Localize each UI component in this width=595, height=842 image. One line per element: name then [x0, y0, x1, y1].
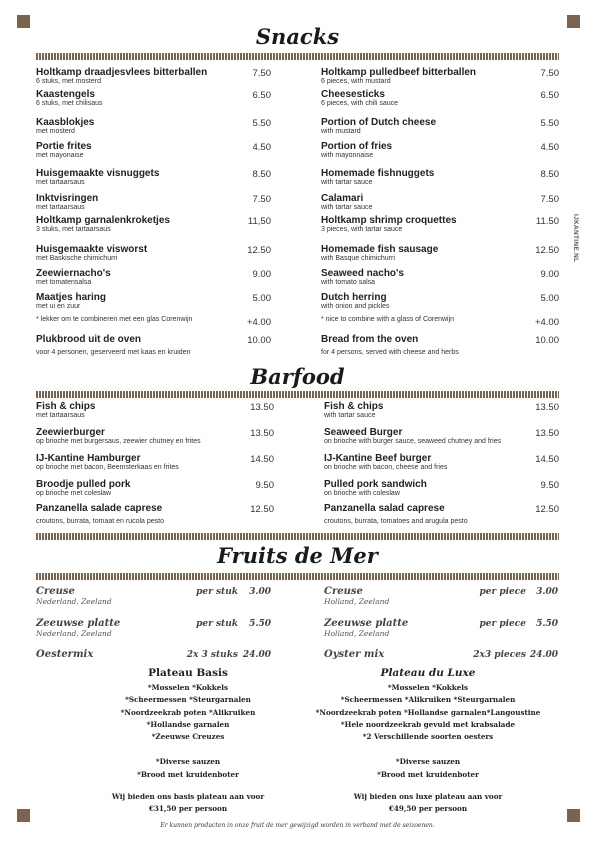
item-description: op brioche met coleslaw	[36, 490, 112, 497]
item-name: Huisgemaakte visnuggets	[36, 168, 160, 179]
item-name: Broodje pulled pork	[36, 479, 131, 490]
item-description: 6 stuks, met mosterd	[36, 78, 101, 85]
item-price: +4.00	[246, 317, 271, 328]
item-price: 5.00	[252, 293, 271, 304]
oyster-origin: Holland, Zeeland	[324, 629, 390, 638]
item-description: with onion and pickles	[321, 303, 390, 310]
item-description: with Basque chimichurri	[321, 255, 395, 262]
item-name: Holtkamp shrimp croquettes	[321, 215, 457, 226]
seasonal-footnote: Er kunnen producten in onze fruit de mer gewijzigd worden in verband met de seizoenen.	[160, 822, 435, 829]
plateau-offer: Wij bieden ons basis plateau aan voor	[111, 792, 265, 802]
menu-item	[321, 141, 392, 160]
oyster-price: 5.50	[249, 619, 271, 629]
item-description: met ui en zuur	[36, 303, 81, 310]
menu-item	[324, 453, 447, 472]
section-title-snacks: Snacks	[255, 24, 340, 49]
item-name: Holtkamp draadjesvlees bitterballen	[36, 67, 208, 78]
item-price: 5.50	[252, 118, 271, 129]
item-description: on brioche with bacon, cheese and fries	[324, 464, 448, 471]
item-price: 6.50	[252, 90, 271, 101]
item-name: Homemade fish sausage	[321, 244, 439, 255]
item-description: * lekker om te combineren met een glas Corenwijn	[36, 316, 193, 323]
item-price: 8.50	[540, 169, 559, 180]
item-price: 9.50	[540, 480, 559, 491]
menu-item	[324, 479, 427, 498]
menu-item	[324, 401, 383, 420]
item-price: 13.50	[535, 402, 559, 413]
menu-item	[36, 292, 106, 311]
item-name: Fish & chips	[324, 401, 384, 412]
item-price: 7.50	[252, 194, 271, 205]
menu-item	[36, 193, 98, 212]
plateau-extra: *Brood met kruidenboter	[377, 769, 479, 779]
item-price: 5.00	[540, 293, 559, 304]
item-name: Kaastengels	[36, 89, 95, 100]
item-price: 12.50	[535, 245, 559, 256]
item-name: Huisgemaakte visworst	[36, 244, 148, 255]
item-name: Plukbrood uit de oven	[36, 334, 142, 345]
item-price: 13.50	[250, 402, 274, 413]
item-price: 5.50	[540, 118, 559, 129]
item-description: met mosterd	[36, 128, 75, 135]
menu-item	[36, 215, 170, 234]
menu-item	[36, 117, 94, 136]
plateau-basis	[88, 666, 288, 816]
item-description: with tartar sauce	[321, 179, 373, 186]
plateau-offer: Wij bieden ons luxe plateau aan voor	[353, 792, 503, 802]
plateau-du-luxe	[315, 666, 541, 816]
menu-item	[36, 168, 159, 187]
item-description: with tartar sauce	[324, 412, 376, 419]
menu-item	[36, 268, 111, 287]
menu-item	[321, 168, 434, 187]
item-price: 4.50	[540, 142, 559, 153]
menu-item	[36, 427, 201, 446]
menu-item	[324, 427, 501, 446]
item-name: Pulled pork sandwich	[324, 479, 427, 490]
item-name: Panzanella salad caprese	[324, 503, 445, 514]
oyster-price: 3.00	[249, 587, 271, 597]
plateau-price: €49,50 per persoon	[388, 804, 468, 814]
item-price: 6.50	[540, 90, 559, 101]
item-description: with tomato salsa	[321, 279, 376, 286]
menu-item	[321, 89, 398, 108]
item-price: +4.00	[534, 317, 559, 328]
plateau-line: *Zeeuwse Creuzes	[151, 732, 225, 742]
section-title-barfood: Barfood	[250, 364, 345, 389]
item-description: met tartaarsaus	[36, 179, 85, 186]
plateau-line: *Scheermessen *Steurgarnalen	[125, 695, 251, 705]
oyster-item	[324, 586, 389, 606]
item-description: with mustard	[321, 128, 361, 135]
item-price: 7.50	[540, 194, 559, 205]
item-price: 14.50	[535, 454, 559, 465]
brand-website: IJKANTINE.NL	[572, 214, 579, 263]
item-name: Portion of fries	[321, 141, 393, 152]
item-price: 9.00	[540, 269, 559, 280]
item-description: with mayonnaise	[321, 152, 374, 159]
item-description: with tartar sauce	[321, 204, 373, 211]
divider-band	[36, 533, 559, 540]
item-name: Maatjes haring	[36, 292, 107, 303]
menu-item	[321, 67, 476, 86]
item-description: met tartaarsaus	[36, 412, 85, 419]
oyster-unit: 2x 3 stuks	[186, 650, 238, 660]
menu-item	[321, 334, 459, 357]
item-name: Zeewiernacho's	[36, 268, 111, 279]
plateau-line: *2 Verschillende soorten oesters	[362, 732, 494, 742]
menu-item	[36, 401, 95, 420]
menu-item	[36, 334, 190, 357]
item-price: 13.50	[250, 428, 274, 439]
plateau-extra: *Diverse sauzen	[155, 757, 221, 767]
item-name: Kaasblokjes	[36, 117, 95, 128]
item-name: Bread from the oven	[321, 334, 419, 345]
menu-item	[321, 244, 438, 263]
item-name: Seaweed nacho's	[321, 268, 404, 279]
menu-item	[321, 117, 436, 136]
item-price: 9.00	[252, 269, 271, 280]
divider-band	[36, 53, 559, 60]
menu-item	[321, 193, 372, 212]
item-description: 6 pieces, with chili sauce	[321, 100, 399, 107]
plateau-basis-title: Plateau Basis	[148, 667, 228, 679]
menu-item	[36, 141, 92, 160]
menu-item	[321, 316, 454, 324]
plateau-line: *Mosselen *Kokkels	[387, 683, 469, 692]
oyster-price: 24.00	[242, 650, 271, 660]
oyster-name: Creuse	[324, 586, 363, 597]
item-price: 7.50	[252, 68, 271, 79]
plateau-line: *Mosselen *Kokkels	[147, 683, 229, 692]
menu-item	[321, 215, 457, 234]
item-description: * nice to combine with a glass of Corenwijn	[321, 316, 455, 323]
item-name: Homemade fishnuggets	[321, 168, 435, 179]
item-description: on brioche with coleslaw	[324, 490, 400, 497]
oyster-item	[36, 649, 93, 660]
item-name: IJ-Kantine Hamburger	[36, 453, 141, 464]
plateau-line: *Hollandse garnalen	[146, 719, 230, 729]
item-name: Panzanella salade caprese	[36, 503, 163, 514]
item-description: 6 pieces, with mustard	[321, 78, 391, 85]
oyster-price: 3.00	[536, 587, 558, 597]
oyster-price: 5.50	[536, 619, 558, 629]
item-name: Dutch herring	[321, 292, 387, 303]
item-price: 7.50	[540, 68, 559, 79]
menu-item	[36, 67, 207, 86]
item-name: IJ-Kantine Beef burger	[324, 453, 432, 464]
item-name: Portie frites	[36, 141, 92, 152]
item-description: met tomatensalsa	[36, 279, 92, 286]
oyster-price: 24.00	[529, 650, 558, 660]
menu-item	[324, 503, 468, 526]
plateau-luxe-title: Plateau du Luxe	[380, 667, 476, 679]
item-price: 12.50	[535, 504, 559, 515]
item-name: Holtkamp pulledbeef bitterballen	[321, 67, 477, 78]
item-name: Seaweed Burger	[324, 427, 403, 438]
section-title-fruits-de-mer: Fruits de Mer	[217, 543, 378, 568]
oyster-origin: Holland, Zeeland	[324, 597, 390, 606]
divider-band	[36, 573, 559, 580]
item-price: 14.50	[250, 454, 274, 465]
oyster-name: Oyster mix	[324, 649, 385, 660]
oyster-unit: 2x3 pieces	[473, 650, 526, 660]
menu-item	[321, 292, 390, 311]
item-description: croutons, burrata, tomaat en rucola pesto	[36, 518, 165, 525]
item-description: op brioche met bacon, Beemsterkaas en frites	[36, 464, 179, 471]
item-description: met mayonaise	[36, 152, 84, 159]
plateau-line: *Hele noordzeekrab gevuld met krabsalade	[340, 719, 516, 729]
oyster-name: Creuse	[36, 586, 75, 597]
oyster-name: Zeeuwse platte	[324, 618, 409, 629]
oyster-unit: per piece	[479, 587, 526, 597]
item-price: 11.50	[535, 216, 559, 227]
item-price: 13.50	[535, 428, 559, 439]
menu-item	[36, 453, 179, 472]
corner-ornament	[17, 809, 30, 822]
corner-ornament	[567, 809, 580, 822]
item-name: Zeewierburger	[36, 427, 105, 438]
item-price: 9.50	[255, 480, 274, 491]
menu-item	[36, 244, 147, 263]
item-price: 10.00	[535, 335, 559, 346]
item-name: Inktvisringen	[36, 193, 99, 204]
item-description: 3 stuks, met tartaarsaus	[36, 226, 111, 233]
item-price: 4.50	[252, 142, 271, 153]
oyster-unit: per piece	[479, 619, 526, 629]
oyster-item	[36, 618, 120, 638]
item-price: 12.50	[247, 245, 271, 256]
item-description: voor 4 personen, geserveerd met kaas en kruiden	[36, 349, 191, 356]
item-description: on brioche with burger sauce, seaweed chutney and fries	[324, 438, 502, 445]
oyster-unit: per stuk	[196, 619, 238, 629]
oyster-name: Zeeuwse platte	[36, 618, 121, 629]
menu-item	[36, 316, 192, 324]
item-price: 11,50	[247, 216, 271, 227]
menu-item	[36, 479, 130, 498]
plateau-extra: *Brood met kruidenboter	[137, 769, 239, 779]
oyster-origin: Nederland, Zeeland	[36, 629, 112, 638]
plateau-line: *Scheermessen *Alikruiken *Steurgarnalen	[340, 695, 516, 705]
item-description: 3 pieces, with tartar sauce	[321, 226, 403, 233]
item-description: met Baskische chimichurri	[36, 255, 118, 262]
item-description: 6 stuks, met chilisaus	[36, 100, 103, 107]
item-description: for 4 persons, served with cheese and herbs	[321, 349, 459, 356]
oyster-item	[324, 649, 384, 660]
item-name: Holtkamp garnalenkroketjes	[36, 215, 170, 226]
item-name: Fish & chips	[36, 401, 96, 412]
item-name: Portion of Dutch cheese	[321, 117, 437, 128]
item-name: Calamari	[321, 193, 364, 204]
oyster-name: Oestermix	[36, 649, 94, 660]
item-description: met tartaarsaus	[36, 204, 85, 211]
menu-item	[36, 89, 103, 108]
oyster-item	[324, 618, 408, 638]
item-description: croutons, burrata, tomatoes and arugula pesto	[324, 518, 468, 525]
item-name: Cheesesticks	[321, 89, 385, 100]
plateau-price: €31,50 per persoon	[148, 804, 228, 814]
menu-item	[321, 268, 404, 287]
item-price: 10.00	[247, 335, 271, 346]
oyster-unit: per stuk	[196, 587, 238, 597]
oyster-item	[36, 586, 112, 606]
plateau-line: *Noordzeekrab poten *Hollandse garnalen*Langoustine	[315, 707, 541, 717]
plateau-extra: *Diverse sauzen	[395, 757, 461, 767]
item-price: 8.50	[252, 169, 271, 180]
divider-band	[36, 391, 559, 398]
item-description: op brioche met burgersaus, zeewier chutney en frites	[36, 438, 201, 445]
menu-item	[36, 503, 164, 526]
oyster-origin: Nederland, Zeeland	[36, 597, 112, 606]
plateau-line: *Noordzeekrab poten *Alikruiken	[120, 707, 256, 717]
item-price: 12.50	[250, 504, 274, 515]
